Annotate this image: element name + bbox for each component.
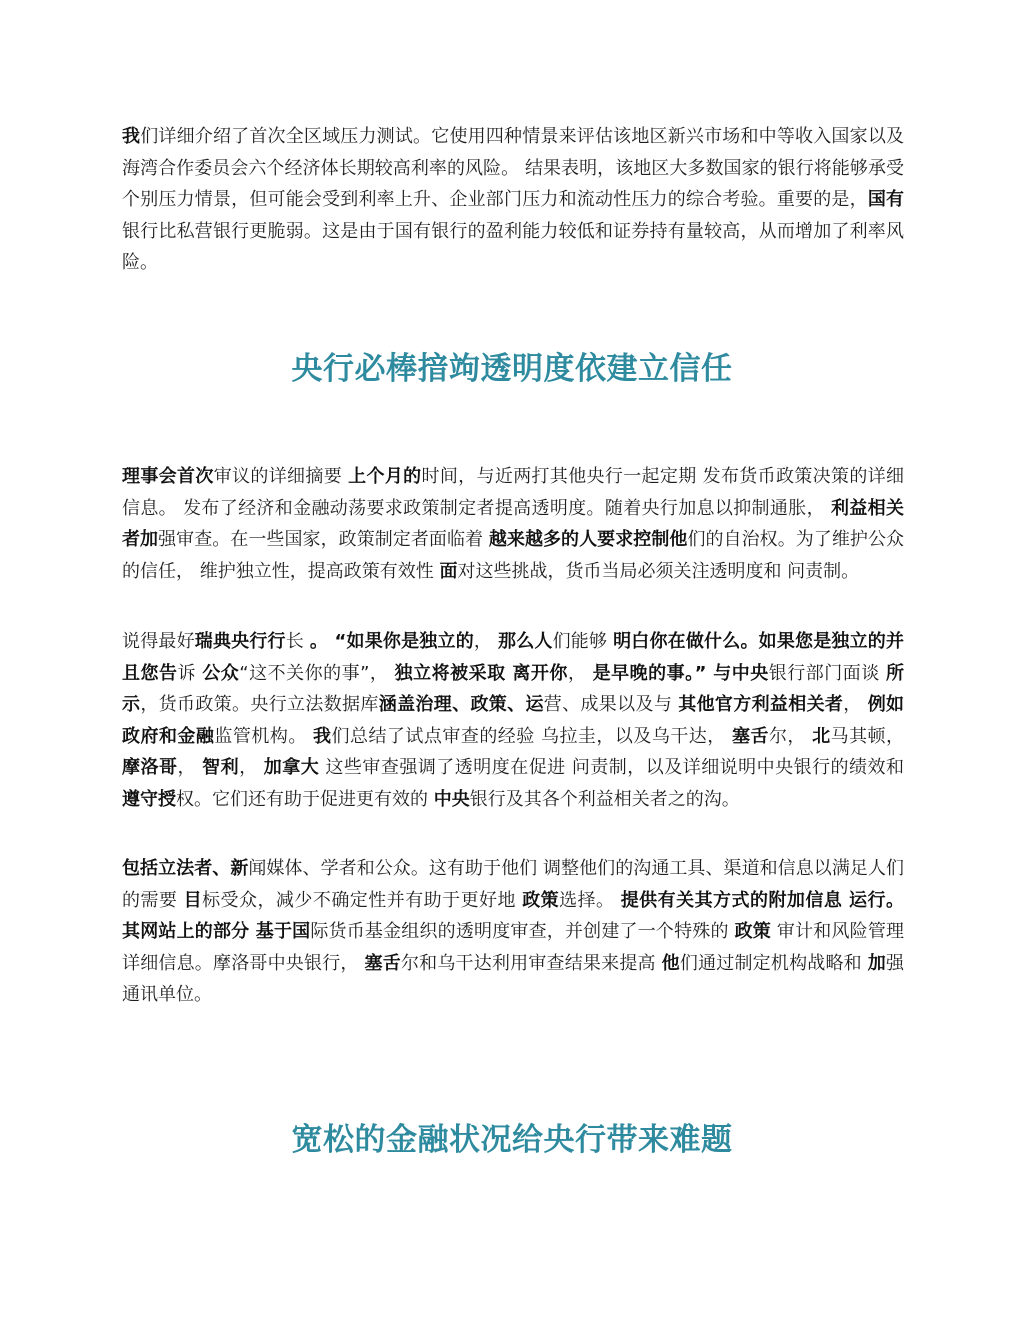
text-run: 们的自治权。为了维护公众的信任， 维护独立性，提高政策有效性	[122, 529, 905, 582]
bold-text-run: 智利	[202, 757, 240, 778]
bold-text-run: 塞舌	[731, 725, 769, 747]
bold-text-run: 北	[812, 725, 831, 747]
bold-text-run: 我	[313, 725, 332, 747]
text-run: 审议的详细摘要	[213, 466, 349, 487]
bold-text-run: 塞舌	[364, 952, 401, 974]
text-run: 们总结了试点审查的经验 乌拉圭，以及乌干达，	[331, 725, 732, 747]
text-run: 监管机构。	[214, 725, 314, 747]
bold-text-run: 上个月的	[348, 466, 422, 487]
text-run: ，	[567, 662, 593, 684]
text-run: 们通过制定机构战略和	[679, 952, 868, 974]
bold-text-run: 面	[439, 560, 458, 582]
text-run: 这些审查强调了透明度在促进 问责制，以及详细说明中央银行的绩效和	[319, 757, 904, 778]
text-run: 时间，与近两打其他央行一起定期 发布货币政策决策的详细信息。 发布了经济和金融动荡要求政策制定者提高透明度。随着央行加息以抑制通胀，	[122, 466, 905, 519]
text-run: ，	[473, 631, 498, 652]
bold-text-run: 利益相关者加	[122, 497, 904, 550]
bold-text-run: 公众	[202, 662, 240, 684]
text-run: 尔和乌干达利用审查结果来提高	[400, 952, 662, 974]
bold-text-run: 遵守授	[122, 788, 176, 810]
text-run: 长	[285, 631, 310, 652]
bold-text-run: 明白你在做什么。如果您是独立的并且您告	[122, 631, 904, 684]
text-run: 闻媒体、学者和公众。这有助于他们 调整他们的沟通工具、渠道和信息以满足人们的需要	[122, 858, 905, 911]
text-run: “这不关你的事”，	[239, 662, 395, 684]
bold-text-run: 我	[122, 126, 141, 147]
bold-text-run: 理事会首次	[122, 466, 214, 487]
text-run: 选择。	[559, 889, 621, 911]
bold-text-run: 他	[661, 952, 680, 974]
bold-text-run: 其他官方利益相关者	[678, 694, 844, 715]
text-run: 银行及其各个利益相关者之的沟。	[469, 788, 740, 810]
bold-text-run: 包括立法者、新	[122, 858, 249, 879]
text-run: 审计和风险管理详细信息。摩洛哥中央银行，	[122, 921, 905, 974]
body-paragraph	[122, 853, 904, 1011]
section-heading: 央行必棒揞竘透明度依建立信任	[291, 351, 733, 387]
bold-text-run: 例如政府和金融	[122, 694, 905, 747]
bold-text-run: 政策	[734, 921, 771, 942]
text-run: ，货币政策。央行立法数据库	[140, 694, 379, 715]
text-run: ，	[843, 694, 868, 715]
section-heading: 宽松的金融状况给央行带来难题	[291, 1122, 733, 1158]
bold-text-run: 是早晚的事。” 与中央	[592, 662, 769, 684]
text-run: 对这些挑战，货币当局必须关注透明度和 问责制。	[457, 560, 860, 582]
bold-text-run: 越来越多的人要求控制他	[488, 529, 688, 550]
text-run: 强通讯单位。	[122, 952, 904, 1005]
body-paragraph	[122, 461, 904, 587]
text-run: ，	[239, 757, 264, 778]
bold-text-run: 那么人	[498, 631, 553, 652]
text-run: 诉	[177, 662, 203, 684]
text-run: 际货币基金组织的透明度审查，并创建了一个特殊的	[310, 921, 735, 942]
text-run: 马其顿，	[830, 725, 905, 747]
text-run: 营、成果以及与	[543, 694, 679, 715]
text-run: 标受众，减少不确定性并有助于更好地	[202, 889, 523, 911]
text-run: ，	[177, 757, 203, 778]
bold-text-run: 国有	[867, 189, 905, 210]
text-run: 银行比私营银行更脆弱。这是由于国有银行的盈利能力较低和证券持有量较高，从而增加了利率风险。	[122, 220, 904, 273]
bold-text-run: 加	[867, 952, 886, 974]
text-run: 们能够	[552, 631, 614, 652]
bold-text-run: 。 “如果你是独立的	[309, 631, 474, 652]
bold-text-run: 涵盖治理、政策、运	[378, 694, 544, 715]
text-run: 尔，	[768, 725, 813, 747]
bold-text-run: 加拿大	[263, 757, 320, 778]
bold-text-run: 政策	[522, 889, 560, 911]
text-run: 权。它们还有助于促进更有效的	[176, 788, 434, 810]
bold-text-run: 中央	[433, 788, 470, 810]
body-paragraph	[122, 121, 904, 279]
bold-text-run: 瑞典央行行	[194, 631, 286, 652]
bold-text-run: 独立将被采取 离开你	[394, 662, 568, 684]
bold-text-run: 目	[183, 889, 203, 911]
bold-text-run: 提供有关其方式的附加信息 运行。 其网站上的部分 基于国	[122, 889, 904, 942]
text-run: 们详细介绍了首次全区域压力测试。它使用四种情景来评估该地区新兴市场和中等收入国家以及海湾合作委员会六个经济体长期较高利率的风险。 结果表明，该地区大多数国家的银行将能够承受个别压力情景，但可能会受到利率上升、企业部门压力和流动性压力的综合考验。重要的是，	[122, 126, 905, 210]
text-run: 银行部门面谈	[768, 662, 887, 684]
bold-text-run: 摩洛哥	[122, 757, 178, 778]
text-run: 强审查。在一些国家，政策制定者面临着	[158, 529, 489, 550]
text-run: 说得最好	[122, 631, 195, 652]
body-paragraph	[122, 626, 904, 815]
bold-text-run: 所示	[122, 662, 905, 715]
